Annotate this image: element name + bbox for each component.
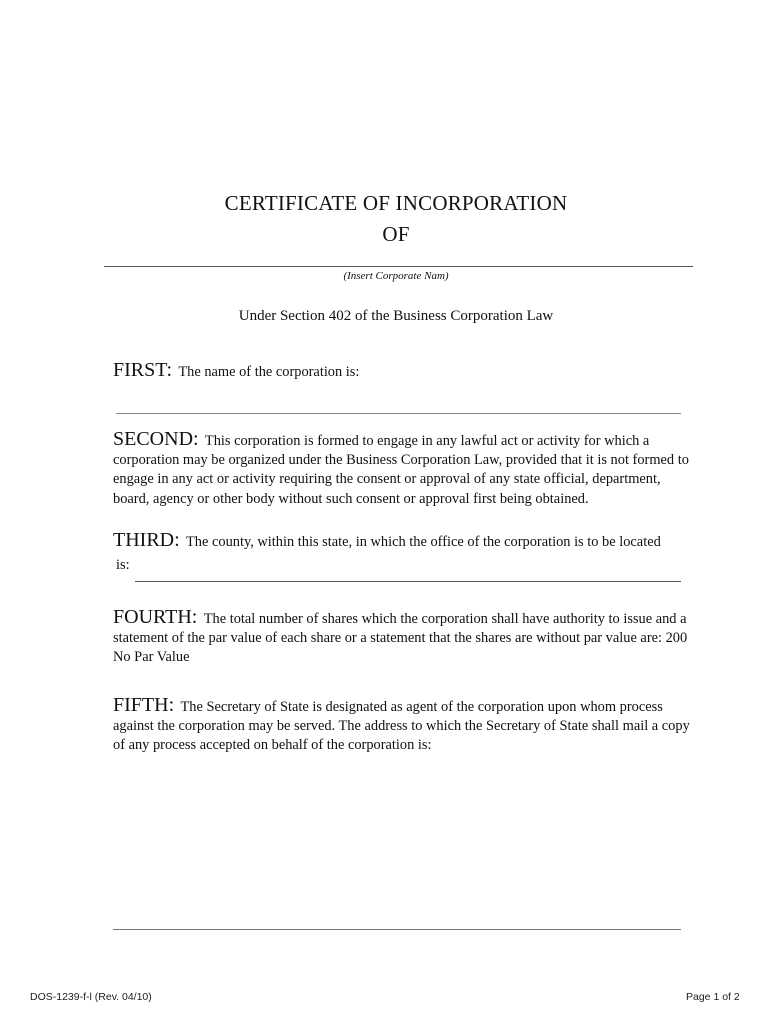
- article-fifth-label: FIFTH:: [113, 694, 175, 716]
- page-number: Page 1 of 2: [686, 991, 740, 1003]
- article-third: [113, 531, 693, 552]
- process-address-field[interactable]: [113, 929, 681, 930]
- form-identifier: DOS-1239-f-l (Rev. 04/10): [30, 991, 152, 1003]
- article-third-text: The county, within this state, in which the office of the corporation is to be located: [186, 534, 661, 550]
- article-third-label: THIRD:: [113, 529, 180, 551]
- corporate-name-line[interactable]: [104, 266, 693, 267]
- article-first-text: The name of the corporation is:: [178, 364, 360, 380]
- corporate-name-hint: (Insert Corporate Nam): [343, 270, 449, 282]
- document-title: CERTIFICATE OF INCORPORATION: [224, 191, 568, 215]
- article-second: [113, 430, 693, 509]
- county-field[interactable]: [135, 581, 681, 582]
- article-first: [113, 361, 693, 382]
- article-fifth: [113, 696, 693, 756]
- article-first-label: FIRST:: [113, 359, 173, 381]
- article-fourth-label: FOURTH:: [113, 606, 198, 628]
- article-fourth: [113, 608, 693, 668]
- article-fifth-text: The Secretary of State is designated as agent of the corporation upon whom process against the corporation may be served. The address to which the Secretary of State shall mail a copy of any process accepted on behalf of the corporation is:: [113, 699, 690, 754]
- document-subtitle: Under Section 402 of the Business Corporation Law: [238, 308, 554, 324]
- article-third-text-end: is:: [116, 557, 130, 573]
- document-title-of: OF: [382, 222, 410, 246]
- article-fourth-text: The total number of shares which the corporation shall have authority to issue and a statement of the par value of each share or a statement that the shares are without par value are: 200 No Par Value: [113, 611, 688, 666]
- article-second-label: SECOND:: [113, 428, 199, 450]
- article-second-text: This corporation is formed to engage in any lawful act or activity for which a corporation may be organized under the Business Corporation Law, provided that it is not formed to engage in any act or activity requiring the consent or approval of any state official, department, board, agency or other body without such consent or approval first being obtained.: [113, 433, 689, 507]
- corporation-name-field[interactable]: [116, 413, 681, 414]
